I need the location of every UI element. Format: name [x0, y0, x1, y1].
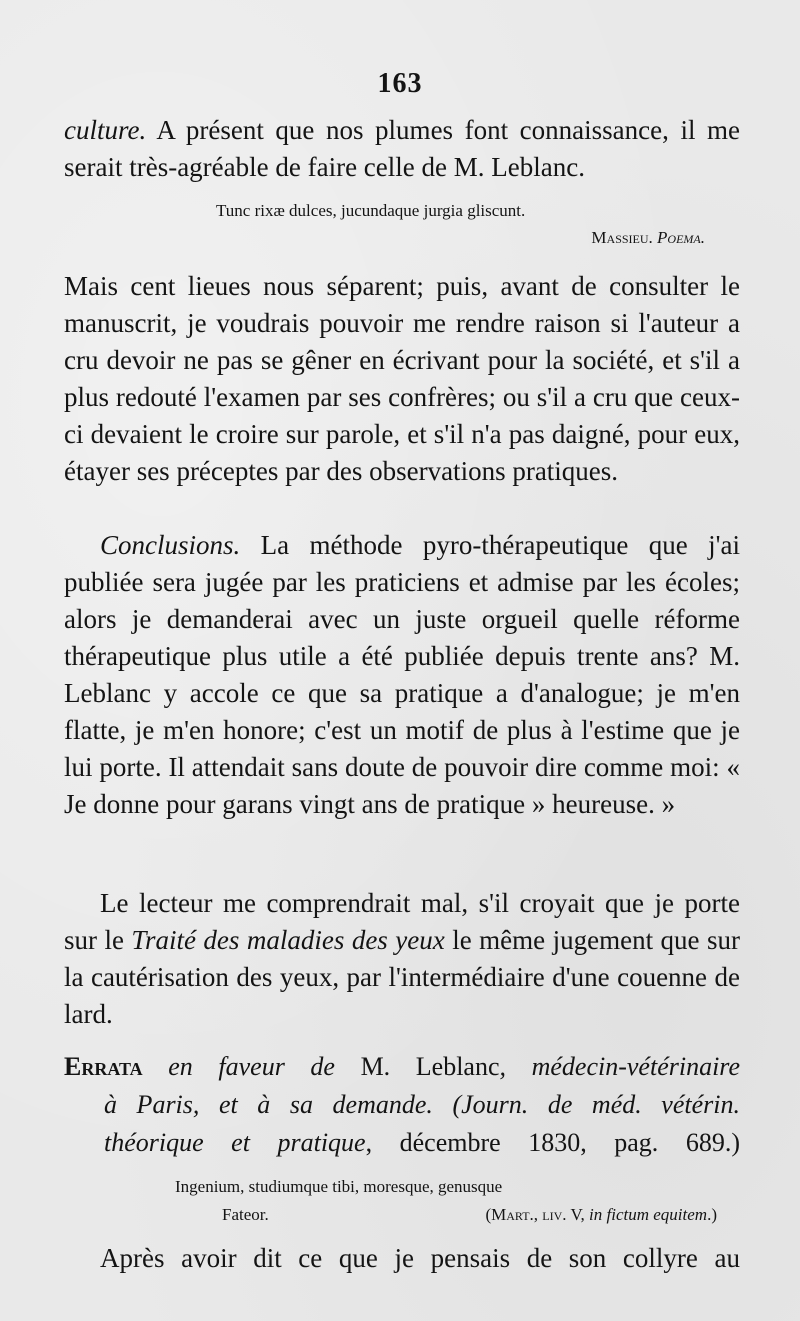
lead-word: culture. [64, 115, 147, 145]
latin-quote-line2: Fateor. (Mart., liv. V, in fictum equitem.) [222, 1205, 717, 1224]
latin-quote: Tunc rixæ dulces, jucundaque jurgia gliscunt. [216, 201, 526, 220]
lead-word: Conclusions. [100, 530, 241, 560]
paragraph-culture [64, 112, 740, 186]
paragraph-conclusions [64, 527, 740, 823]
paragraph-lecteur [64, 885, 740, 1033]
paragraph-text: A présent que nos plumes font connaissance, il me serait très-agréable de faire celle de M. Leblanc. [64, 115, 740, 182]
latin-quote-line1: Ingenium, studiumque tibi, moresque, genusque [175, 1177, 503, 1196]
paragraph-text: le même jugement que sur la cautérisation des yeux, par l'intermédiaire d'une couenne de lard. [64, 925, 740, 1029]
paragraph-text: Le lecteur me comprendrait mal, s'il croyait que je porte sur le [64, 888, 740, 955]
paragraph-apres [64, 1240, 740, 1277]
paragraph-text: Mais cent lieues nous séparent; puis, avant de consulter le manuscrit, je voudrais pouvoir me rendre raison si l'auteur a cru devoir ne pas se gêner en écrivant pour la société, et s'il a plus redouté l'examen par ses confrères; ou s'il a cru que ceux-ci devaient le croire sur parole, et s'il n'a pas daigné, pour eux, étayer ses préceptes par des observations pratiques. [64, 271, 740, 486]
book-title: Traité des maladies des yeux [131, 925, 445, 955]
quote-attribution [420, 228, 705, 248]
errata-label: Errata [64, 1052, 143, 1081]
paragraph-text: La méthode pyro-thérapeutique que j'ai publiée sera jugée par les praticiens et admise par les écoles; alors je demanderai avec un juste orgueil quelle réforme thérapeutique plus utile a été publiée depuis trente ans? M. Leblanc y accole ce que sa pratique a d'analogue; je m'en flatte, je m'en honore; c'est un motif de plus à l'estime que je lui porte. Il attendait sans doute de pouvoir dire comme moi: « Je donne pour garans vingt ans de pratique » heureuse. » [64, 530, 740, 819]
paragraph-text: Après avoir dit ce que je pensais de son collyre au [100, 1243, 740, 1273]
page-number: 163 [377, 68, 423, 99]
errata-name: M. Leblanc [360, 1052, 500, 1081]
errata-block: Errata en faveur de M. Leblanc, médecin-vétérinaire à Paris, et à sa demande. (Journ. de méd. vétérin. théorique et pratique, décembre 1830, pag. 689.) [64, 1052, 740, 1157]
quote-author: Massieu. [591, 228, 653, 247]
paragraph-lieues [64, 268, 740, 490]
quote-work: Poema. [657, 228, 705, 247]
